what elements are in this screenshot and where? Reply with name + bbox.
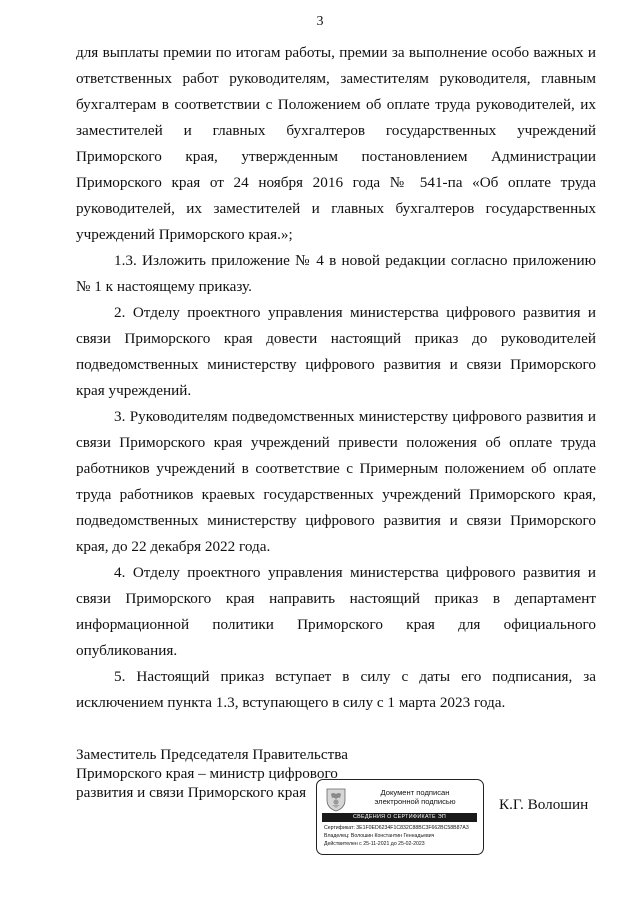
- signer-name: К.Г. Волошин: [499, 796, 589, 813]
- signature-title: [353, 788, 477, 806]
- certificate-info-bar: СВЕДЕНИЯ О СЕРТИФИКАТЕ ЭП: [322, 813, 477, 822]
- certificate-owner: Владелец: Волошин Константин Геннадьевич: [324, 833, 435, 839]
- paragraph-1-3: 1.3. Изложить приложение № 4 в новой редакции согласно приложению № 1 к настоящему приказу.: [76, 252, 596, 295]
- signature-title-line-1: Документ подписан: [380, 788, 450, 797]
- signer-line-2: Приморского края – министр цифрового: [76, 765, 338, 782]
- page-number: 3: [316, 14, 324, 29]
- paragraph-2: 2. Отделу проектного управления министерства цифрового развития и связи Приморского края довести настоящий приказ до руководителей подведомственных министерству цифрового развития и связи Приморского края учреждений.: [76, 304, 596, 399]
- certificate-details: [324, 824, 482, 848]
- signer-line-1: Заместитель Председателя Правительства: [76, 746, 348, 763]
- coat-of-arms-icon: [324, 786, 348, 812]
- paragraph-continuation: для выплаты премии по итогам работы, премии за выполнение особо важных и ответственных работ руководителям, заместителям руководителя, главным бухгалтерам в соответствии с Положением об оплате труда руководителей, их заместителей и главных бухгалтеров государственных учреждений Приморского края, утвержденным постановлением Администрации Приморского края от 24 ноября 2016 года № 541-па «Об оплате труда руководителей, их заместителей и главных бухгалтеров государственных учреждений Приморского края.»;: [76, 44, 596, 243]
- electronic-signature-stamp: [316, 779, 484, 855]
- paragraph-5: 5. Настоящий приказ вступает в силу с даты его подписания, за исключением пункта 1.3, вступающего в силу с 1 марта 2023 года.: [76, 668, 596, 711]
- certificate-validity: Действителен с 25-11-2021 до 25-02-2023: [324, 841, 425, 847]
- paragraph-4: 4. Отделу проектного управления министерства цифрового развития и связи Приморского края направить настоящий приказ в департамент информационной политики Приморского края для официального опубликования.: [76, 564, 596, 659]
- signature-title-line-2: электронной подписью: [374, 797, 456, 806]
- document-body: [76, 40, 596, 716]
- signer-line-3: развития и связи Приморского края: [76, 784, 307, 801]
- certificate-serial: Сертификат: 3E1F0ED6234F1C832C88BC3F662BC58B87A3: [324, 825, 469, 831]
- paragraph-3: 3. Руководителям подведомственных министерству цифрового развития и связи Приморского края учреждений привести положения об оплате труда работников учреждений в соответствие с Примерным положением об оплате труда работников краевых государственных учреждений Приморского края, подведомственных министерству цифрового развития и связи Приморского края, до 22 декабря 2022 года.: [76, 408, 596, 555]
